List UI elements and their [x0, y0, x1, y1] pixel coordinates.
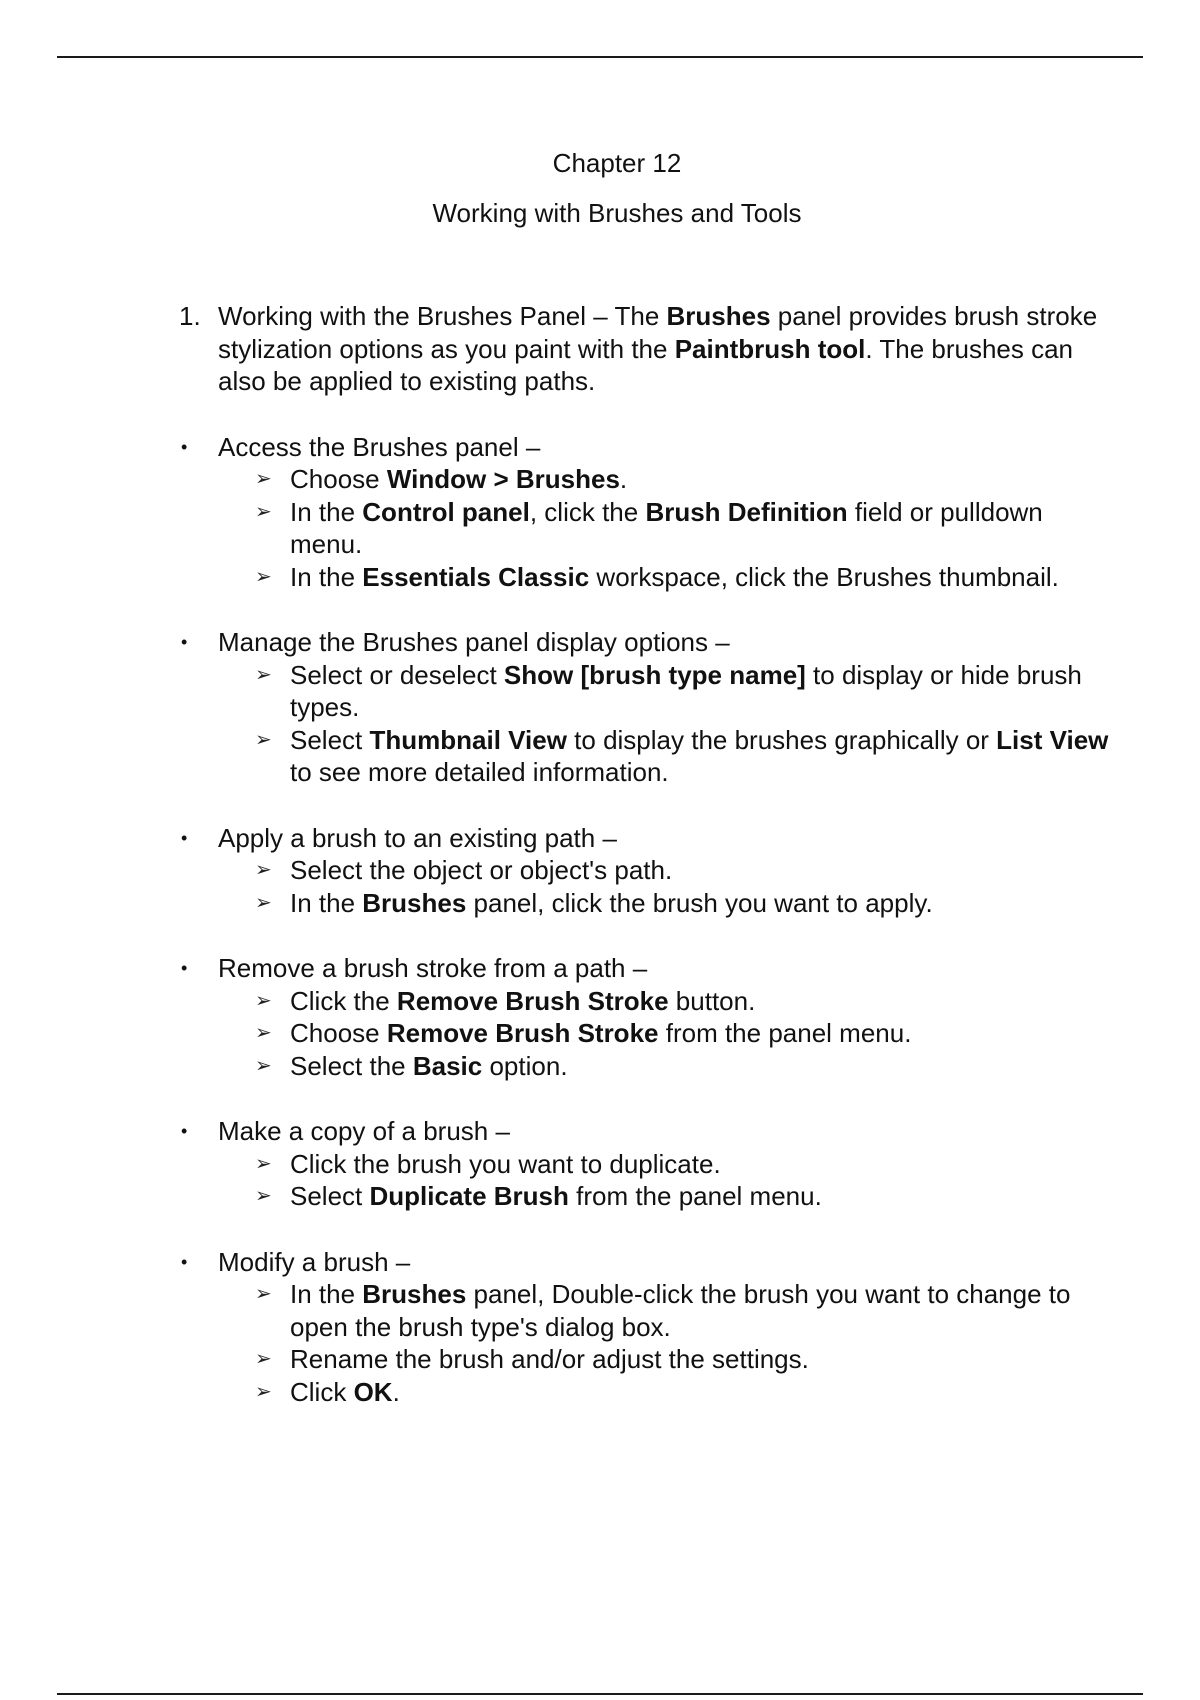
- sub-item-text: [290, 562, 1059, 592]
- bold-term: Thumbnail View: [369, 724, 567, 755]
- bold-term: Remove Brush Stroke: [386, 1018, 659, 1048]
- bullet-icon: •: [181, 632, 188, 652]
- text-run: Select: [290, 1181, 370, 1211]
- text-run: Select or deselect: [290, 659, 504, 690]
- bold-term: Paintbrush tool: [674, 333, 866, 364]
- sub-item: [179, 985, 1119, 1018]
- bold-term: Brush Definition: [645, 496, 848, 527]
- bullet-section: [179, 822, 1119, 920]
- arrow-bullet-icon: ➢: [255, 1185, 272, 1207]
- bold-term: Control panel: [362, 496, 530, 527]
- bullet-icon: •: [181, 827, 188, 848]
- text-run: In the: [290, 496, 363, 527]
- text-run: Select the: [290, 1050, 413, 1081]
- text-run: Working with the Brushes Panel – The: [218, 301, 667, 331]
- sub-item: [179, 561, 1119, 594]
- bullet-icon: •: [181, 436, 188, 457]
- sub-item: [179, 1343, 1119, 1376]
- bold-term: Brushes: [666, 301, 771, 331]
- sub-item: [179, 463, 1119, 496]
- text-run: Rename the brush and/or adjust the settings.: [290, 1344, 809, 1374]
- bold-term: Show [brush type name]: [503, 659, 806, 690]
- sub-item-text: [290, 1377, 400, 1407]
- text-run: Click the brush you want to duplicate.: [290, 1148, 721, 1179]
- sub-item-text: [290, 1149, 721, 1179]
- bullet-icon: •: [181, 1251, 188, 1272]
- text-run: Select the object or object's path.: [290, 855, 673, 885]
- sub-item: [179, 1278, 1119, 1343]
- text-run: option.: [482, 1050, 568, 1081]
- sub-item: [179, 496, 1119, 561]
- bullet-section: [179, 1246, 1119, 1409]
- text-run: to display or hide brush types.: [290, 659, 1082, 722]
- sub-item: [179, 659, 1119, 724]
- section-heading: Manage the Brushes panel display options –: [218, 627, 730, 657]
- sub-item: [179, 1180, 1119, 1213]
- sub-item: [179, 1376, 1119, 1409]
- bold-term: OK: [353, 1376, 393, 1407]
- bold-term: List View: [996, 724, 1109, 755]
- text-run: Choose: [290, 464, 387, 494]
- bold-term: Brushes: [362, 887, 467, 918]
- bullet-section: [179, 626, 1119, 789]
- text-run: to display the brushes graphically or: [566, 724, 997, 755]
- text-run: In the: [290, 561, 363, 592]
- section-heading: Modify a brush –: [218, 1246, 411, 1277]
- text-run: field or pulldown menu.: [290, 496, 1043, 559]
- sub-item: [179, 887, 1119, 920]
- bold-term: Brushes: [362, 1279, 467, 1309]
- bold-term: Duplicate Brush: [369, 1181, 569, 1211]
- chapter-title: Working with Brushes and Tools: [432, 198, 802, 228]
- sub-item-text: [290, 660, 1082, 723]
- bullet-section: [179, 952, 1119, 1082]
- chapter-number: Chapter 12: [552, 148, 682, 178]
- text-run: . The brushes can also be applied to existing paths.: [218, 333, 1074, 396]
- text-run: button.: [668, 985, 756, 1016]
- arrow-bullet-icon: ➢: [255, 859, 272, 881]
- section-heading: Make a copy of a brush –: [218, 1116, 510, 1146]
- text-run: .: [392, 1376, 400, 1407]
- text-run: , click the: [529, 496, 646, 527]
- intro-paragraph: [179, 300, 1119, 398]
- sub-item-text: [290, 986, 755, 1016]
- text-run: Choose: [290, 1018, 387, 1048]
- chapter-content: [179, 300, 1119, 1408]
- sub-item: [179, 1148, 1119, 1181]
- chapter-header: [0, 145, 1200, 231]
- text-run: panel provides brush stroke stylization options as you paint with the: [218, 301, 1098, 364]
- text-run: In the: [290, 887, 363, 918]
- section-heading: Remove a brush stroke from a path –: [218, 953, 648, 983]
- arrow-bullet-icon: ➢: [255, 728, 272, 751]
- text-run: to see more detailed information.: [290, 757, 669, 787]
- sub-item-text: [290, 725, 1108, 788]
- arrow-bullet-icon: ➢: [255, 1022, 272, 1044]
- sub-item-text: [290, 1051, 568, 1081]
- text-run: panel, Double-click the brush you want to change to open the brush type's dialog box.: [290, 1279, 1071, 1342]
- bullet-section: [179, 431, 1119, 594]
- bold-term: Remove Brush Stroke: [396, 985, 669, 1016]
- sub-item-text: [290, 464, 627, 494]
- arrow-bullet-icon: ➢: [255, 1380, 272, 1403]
- sub-item-text: [290, 1279, 1070, 1342]
- sub-item-text: [290, 855, 672, 885]
- text-run: Click: [290, 1376, 354, 1407]
- sub-item-text: [290, 1018, 911, 1048]
- intro-text: [218, 301, 1097, 396]
- arrow-bullet-icon: ➢: [255, 891, 272, 914]
- arrow-bullet-icon: ➢: [255, 663, 272, 686]
- bullet-icon: •: [181, 958, 188, 978]
- section-list: [179, 431, 1119, 1409]
- intro-number: 1.: [179, 301, 201, 331]
- arrow-bullet-icon: ➢: [255, 1283, 272, 1305]
- bold-term: Basic: [412, 1050, 483, 1081]
- arrow-bullet-icon: ➢: [255, 1054, 272, 1077]
- text-run: Click the: [290, 985, 397, 1016]
- text-run: In the: [290, 1279, 363, 1309]
- sub-item: [179, 1050, 1119, 1083]
- section-heading: Access the Brushes panel –: [218, 431, 541, 462]
- bottom-rule: [57, 1693, 1143, 1695]
- text-run: from the panel menu.: [658, 1018, 912, 1048]
- arrow-bullet-icon: ➢: [255, 565, 272, 588]
- sub-item: [179, 854, 1119, 887]
- bold-term: Essentials Classic: [362, 561, 590, 592]
- text-run: workspace, click the Brushes thumbnail.: [589, 561, 1059, 592]
- arrow-bullet-icon: ➢: [255, 1152, 272, 1175]
- arrow-bullet-icon: ➢: [255, 1348, 272, 1370]
- sub-item-text: [290, 888, 933, 918]
- bullet-section: [179, 1115, 1119, 1213]
- text-run: Select: [290, 724, 370, 755]
- top-rule: [57, 56, 1143, 58]
- bold-term: Window > Brushes: [386, 464, 620, 494]
- arrow-bullet-icon: ➢: [255, 468, 272, 490]
- text-run: .: [619, 464, 628, 494]
- sub-item-text: [290, 1344, 809, 1374]
- sub-item: [179, 724, 1119, 789]
- sub-item-text: [290, 497, 1043, 560]
- section-heading: Apply a brush to an existing path –: [218, 822, 617, 853]
- sub-item: [179, 1017, 1119, 1050]
- text-run: from the panel menu.: [568, 1181, 822, 1211]
- arrow-bullet-icon: ➢: [255, 989, 272, 1012]
- bullet-icon: •: [181, 1121, 188, 1141]
- arrow-bullet-icon: ➢: [255, 500, 272, 523]
- text-run: panel, click the brush you want to apply.: [466, 887, 933, 918]
- sub-item-text: [290, 1181, 822, 1211]
